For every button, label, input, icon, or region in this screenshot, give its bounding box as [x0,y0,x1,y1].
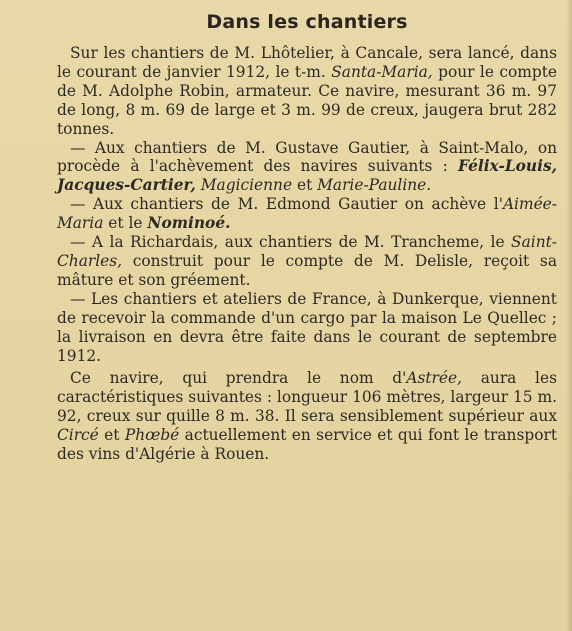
article-paragraph-4 [57,233,557,290]
paragraph-4-text-a: — A la Richardais, aux chantiers de M. Trancheme, le [70,233,512,252]
paragraph-2-text-a: — Aux chantiers de M. Gustave Gautier, à Saint-Malo, on procède à l'achèvement des navires suivants : [57,138,557,176]
article-paragraph-1 [57,44,557,139]
paragraph-3-conjunction: et le [103,214,148,233]
ship-names-felix-louis-jacques-cartier: Félix-Louis, Jacques-Cartier, [57,157,557,195]
ship-name-marie-pauline: Marie-Pauline. [317,176,432,195]
ship-name-magicienne: Magicienne [200,176,293,195]
article-paragraph-2 [57,139,557,196]
ship-name-aimee-maria: Aimée-Maria [57,195,557,233]
paragraph-5-text: — Les chantiers et ateliers de France, à Dunkerque, viennent de recevoir la commande d'un cargo par la maison Le Quellec ; la livraison en devra être faite dans le courant de septembre 1912. [57,289,557,365]
paragraph-1-text-a: Sur les chantiers de M. Lhôtelier, à Cancale, sera lancé, dans le courant de janvier 1912, le t-m. [57,44,557,81]
paragraph-2-conjunction: et [292,176,318,195]
paragraph-6-conjunction: et [98,426,125,445]
article-paragraph-5 [57,290,557,366]
article-paragraph-6 [57,369,557,464]
paragraph-3-text-a: — Aux chantiers de M. Edmond Gautier on achève l' [70,195,503,214]
paragraph-1-text-b: pour le compte de M. Adolphe Robin, armateur. Ce navire, mesurant 36 m. 97 de long, 8 m. 69 de large et 3 m. 99 de creux, jaugera brut 282 tonnes. [57,62,557,138]
article-paragraph-3 [57,195,557,233]
ship-name-astree: Astrée, [406,369,463,388]
ship-name-circe: Circé [57,426,99,445]
ship-name-saint-charles: Saint-Charles, [57,233,557,270]
article-title: Dans les chantiers [206,11,408,33]
paragraph-6-text-c: actuellement en service et qui font le transport des vins d'Algérie à Rouen. [57,426,557,464]
paragraph-6-text-b: aura les caractéristiques suivantes : longueur 106 mètres, largeur 15 m. 92, creux sur quille 8 m. 38. Il sera sensiblement supérieur aux [57,369,557,426]
ship-name-nominoe: Nominoé. [147,214,231,233]
paragraph-4-text-b: construit pour le compte de M. Delisle, reçoit sa mâture et son gréement. [57,251,557,289]
ship-name-santa-maria: Santa-Maria, [331,62,433,81]
paragraph-6-text-a: Ce navire, qui prendra le nom d' [70,369,407,388]
ship-name-phoebe: Phœbé [124,426,180,445]
scan-edge-shadow [566,0,572,631]
newspaper-article [57,10,557,464]
